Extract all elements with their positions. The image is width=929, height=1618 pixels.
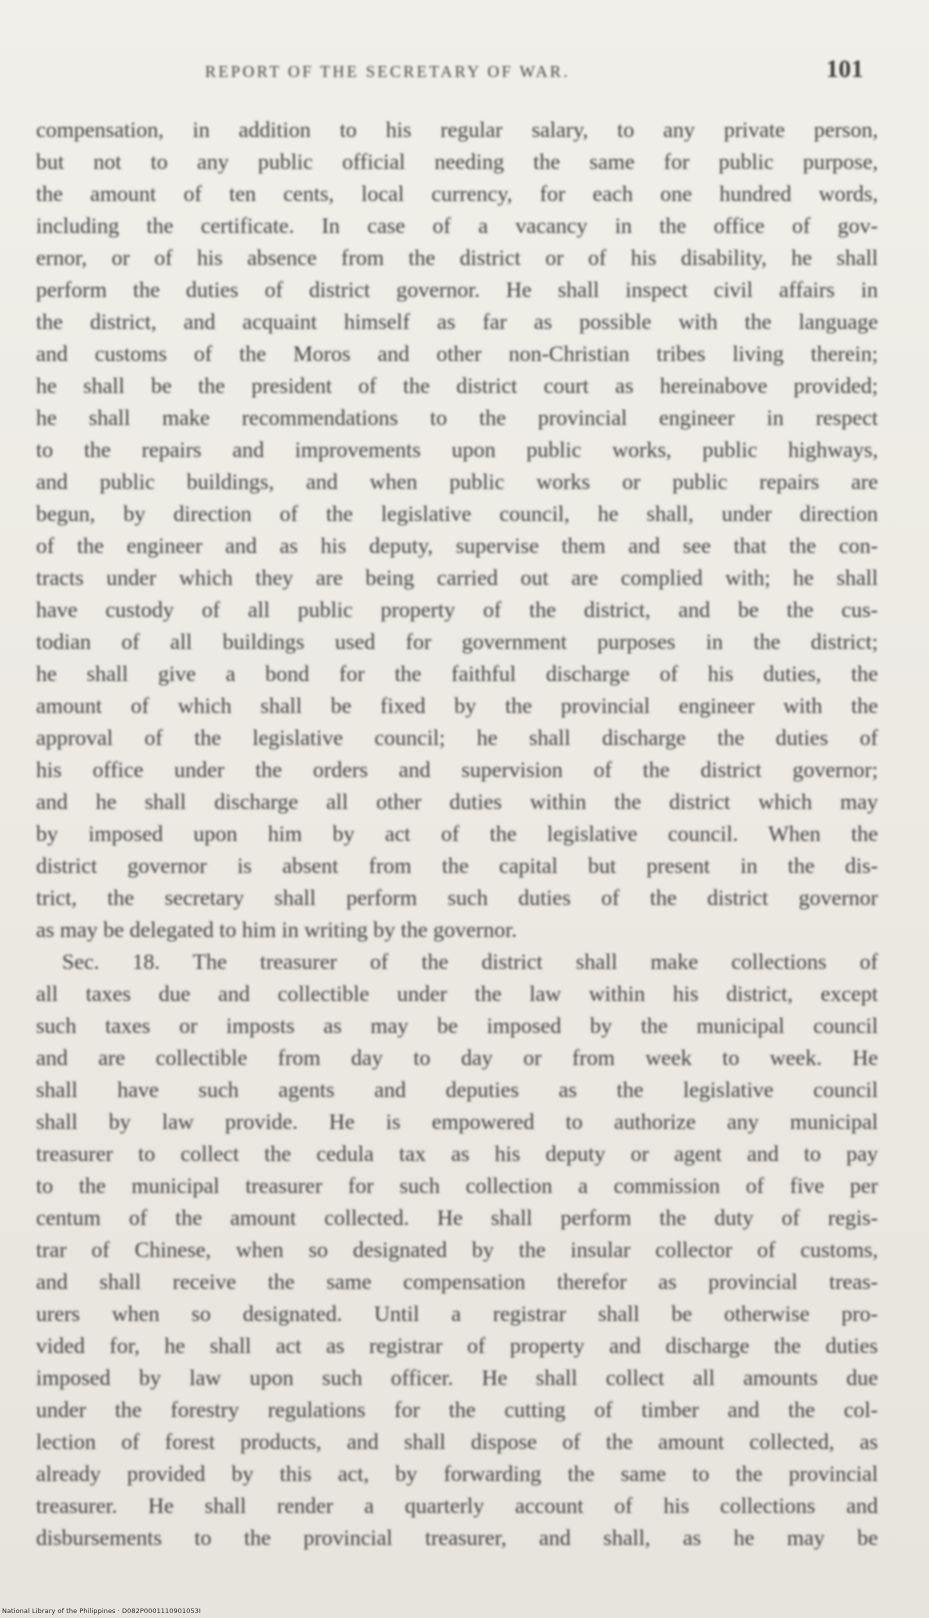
text-line: amount of which shall be fixed by the provincial engineer with the [36,693,878,718]
text-line: treasurer to collect the cedula tax as his deputy or agent and to pay [36,1141,878,1166]
text-line: centum of the amount collected. He shall perform the duty of regis- [36,1205,878,1230]
text-line: vided for, he shall act as registrar of property and discharge the duties [36,1333,878,1358]
text-line: he shall make recommendations to the provincial engineer in respect [36,405,878,430]
text-line: and public buildings, and when public works or public repairs are [36,469,878,494]
text-line: perform the duties of district governor. He shall inspect civil affairs in [36,277,878,302]
text-line: shall have such agents and deputies as the legislative council [36,1077,878,1102]
text-line: his office under the orders and supervision of the district governor; [36,757,878,782]
text-line: todian of all buildings used for government purposes in the district; [36,629,878,654]
text-line: of the engineer and as his deputy, supervise them and see that the con- [36,533,878,558]
page-number: 101 [826,56,864,83]
text-line: to the repairs and improvements upon public works, public highways, [36,437,878,462]
text-line: by imposed upon him by act of the legislative council. When the [36,821,878,846]
text-line: treasurer. He shall render a quarterly account of his collections and [36,1493,878,1518]
text-line: the amount of ten cents, local currency, for each one hundred words, [36,181,878,206]
text-line: already provided by this act, by forwarding the same to the provincial [36,1461,878,1486]
text-line: imposed by law upon such officer. He shall collect all amounts due [36,1365,878,1390]
text-line: ernor, or of his absence from the district or of his disability, he shall [36,245,878,270]
section-start-line: Sec. 18. The treasurer of the district shall make collections of [62,949,878,974]
running-title: REPORT OF THE SECRETARY OF WAR. [205,62,570,81]
text-line: and customs of the Moros and other non-Christian tribes living therein; [36,341,878,366]
text-line: but not to any public official needing the same for public purpose, [36,149,878,174]
text-line: district governor is absent from the capital but present in the dis- [36,853,878,878]
text-line: to the municipal treasurer for such collection a commission of five per [36,1173,878,1198]
text-line: and he shall discharge all other duties within the district which may [36,789,878,814]
body-text [36,114,878,1554]
text-line: have custody of all public property of the district, and be the cus- [36,597,878,622]
text-line: the district, and acquaint himself as far as possible with the language [36,309,878,334]
text-line: begun, by direction of the legislative council, he shall, under direction [36,501,878,526]
text-line: trict, the secretary shall perform such duties of the district governor [36,885,878,910]
text-line: and shall receive the same compensation therefor as provincial treas- [36,1269,878,1294]
text-line: he shall be the president of the district court as hereinabove provided; [36,373,878,398]
text-line: tracts under which they are being carried out are complied with; he shall [36,565,878,590]
text-line: he shall give a bond for the faithful discharge of his duties, the [36,661,878,686]
text-line: under the forestry regulations for the cutting of timber and the col- [36,1397,878,1422]
page-header [0,58,929,90]
text-line: trar of Chinese, when so designated by the insular collector of customs, [36,1237,878,1262]
text-line: as may be delegated to him in writing by the governor. [36,917,517,942]
text-line: shall by law provide. He is empowered to authorize any municipal [36,1109,878,1134]
text-line: and are collectible from day to day or from week to week. He [36,1045,878,1070]
text-line: urers when so designated. Until a registrar shall be otherwise pro- [36,1301,878,1326]
text-line: all taxes due and collectible under the law within his district, except [36,981,878,1006]
text-line: such taxes or imposts as may be imposed by the municipal council [36,1013,878,1038]
text-line: disbursements to the provincial treasurer, and shall, as he may be [36,1525,878,1550]
library-stamp: National Library of the Philippines · D082P0001110901053I [2,1607,201,1615]
text-line: approval of the legislative council; he shall discharge the duties of [36,725,878,750]
text-line: including the certificate. In case of a vacancy in the office of gov- [36,213,878,238]
text-line: lection of forest products, and shall dispose of the amount collected, as [36,1429,878,1454]
text-line: compensation, in addition to his regular salary, to any private person, [36,117,878,142]
